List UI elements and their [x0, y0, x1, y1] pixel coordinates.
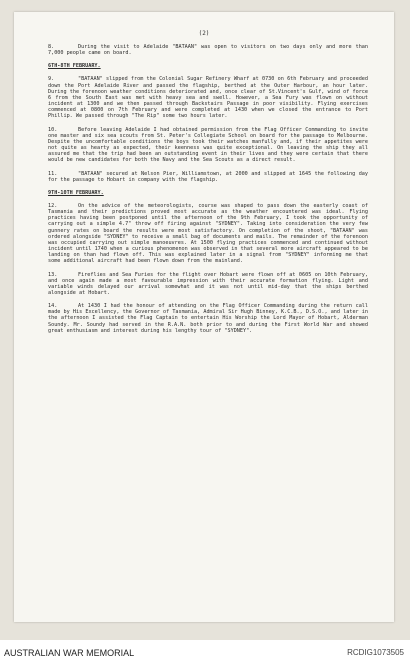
- section-heading: 9TH-10TH FEBRUARY.: [48, 189, 104, 196]
- paragraph-number: 13.: [48, 271, 58, 278]
- paragraph-number: 8.: [48, 44, 55, 50]
- footer-record-id: RCDIG1073505: [347, 648, 404, 657]
- paragraph-text: During the visit to Adelaide "BATAAN" was open to visitors on two days only and more than 7,000 people came on board.: [48, 44, 368, 57]
- section-heading: 6TH-8TH FEBRUARY.: [48, 63, 101, 70]
- paragraph: [48, 44, 368, 56]
- paragraph-number: 11.: [48, 170, 58, 177]
- paragraph-number: 12.: [48, 202, 58, 209]
- paragraph: [48, 272, 368, 297]
- paragraph-text: "BATAAN" slipped from the Colonial Sugar Refinery Wharf at 0730 on 6th February and proceeded down the Port Adelaide River and passed the flagship, berthed at the Outer Harbour, an hour later. During the forenoon weather conditions deteriorated and, once clear of St.Vincent's Gulf, wind of force 6 from the South East was met with heavy sea and swell. However, a Sea Fury was flown on without incident at 1300 and we then passed through Backstairs Passage in poor visibility. Flying exercises commenced at 0800 on 7th February and were completed at 1430 when we closed the entrance to Port Phillip. We passed through "The Rip" some two hours later.: [48, 76, 368, 120]
- paragraph-text: Fireflies and Sea Furies for the flight over Hobart were flown off at 0605 on 10th February, and once again made a most favourable impression with their accurate formation flying. Light and variable winds delayed our arrival somewhat and it was not until mid-day that the ships berthed alongside at Hobart.: [48, 271, 368, 296]
- paragraph: [48, 171, 368, 183]
- paragraph-number: 14.: [48, 303, 58, 310]
- paragraph-text: On the advice of the meteorologists, course was shaped to pass down the easterly coast of Tasmania and their predictions proved most accurate as the weather encountered was ideal. Flying practices having been postponed until the afternoon of the 9th February, I took the opportunity of carrying out a simple 4.7" throw off firing against "SYDNEY". Taking into consideration the very few gunnery rates on board the results were most satisfactory. On completion of the shoot, "BATAAN" was ordered alongside "SYDNEY" to receive a small bag of documents and mails. The remainder of the forenoon was occupied carrying out simple manoeuvres. At 1500 flying practices commenced and continued without incident until 1740 when a curious phenomenon was observed in that several more aircraft appeared to be landing on than had flown off. This was explained later in a signal from "SYDNEY" informing me that some additional aircraft had been flown down from the mainland.: [48, 202, 368, 265]
- document-page: [14, 12, 394, 622]
- paragraph-number: 9.: [48, 76, 55, 83]
- footer-institution: AUSTRALIAN WAR MEMORIAL: [4, 648, 135, 658]
- footer-bar: [0, 640, 410, 666]
- document-body: [48, 44, 368, 341]
- paragraph: [48, 76, 368, 119]
- paragraph-text: At 1430 I had the honour of attending on the Flag Officer Commanding during the return call made by His Excellency, the Governor of Tasmania, Admiral Sir Hugh Binney, K.C.B., D.S.O., and later in the afternoon I assisted the Flag Captain to entertain His Worship the Lord Mayor of Hobart, Alderman Soundy. Mr. Soundy had served in the R.A.N. both prior to and during the First World War and showed great enthusiasm and interest during his lengthy tour of "SYDNEY".: [48, 303, 368, 334]
- paragraph: [48, 127, 368, 164]
- paragraph-text: Before leaving Adelaide I had obtained permission from the Flag Officer Commanding to invite one master and six sea scouts from St. Peter's Collegiate School on board for the passage to Melbourne. Despite the uncomfortable conditions the boys took their watches manfully and, if their appetites were not quite as hearty as expected, their keenness was quite exceptional. On leaving the ship they all assured me that the trip had been an outstanding event in their lives and they were certain that there would be new candidates for both the Navy and the Sea Scouts as a direct result.: [48, 126, 368, 164]
- page-number: (2): [198, 30, 210, 37]
- paragraph-text: "BATAAN" secured at Nelson Pier, Williamstown, at 2000 and slipped at 1645 the following day for the passage to Hobart in company with the flagship.: [48, 170, 368, 183]
- paragraph-number: 10.: [48, 126, 58, 133]
- paragraph: [48, 203, 368, 265]
- paragraph: [48, 303, 368, 334]
